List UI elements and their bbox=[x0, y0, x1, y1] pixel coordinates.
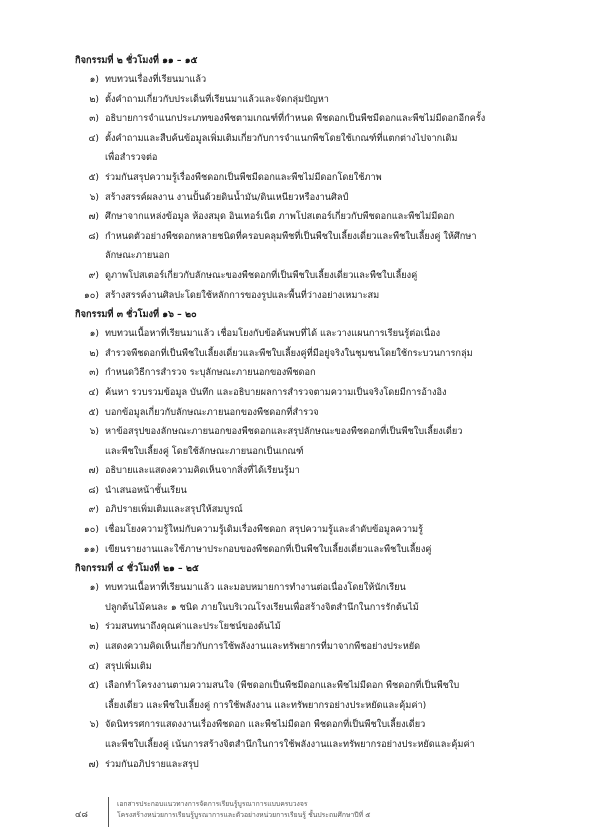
item-number: ๙) bbox=[88, 269, 99, 281]
section-activity-3 bbox=[75, 309, 545, 555]
section-heading: กิจกรรมที่ ๔ ชั่วโมงที่ ๒๑ – ๒๕ bbox=[75, 563, 199, 575]
item-number: ๑) bbox=[89, 582, 99, 594]
item-number: ๖) bbox=[89, 191, 99, 203]
item-number: ๗) bbox=[88, 211, 99, 223]
list-item bbox=[75, 270, 545, 281]
section-activity-4 bbox=[75, 563, 545, 769]
item-number: ๓) bbox=[89, 367, 99, 379]
list-item bbox=[75, 367, 545, 378]
list-item bbox=[75, 113, 545, 124]
item-number: ๖) bbox=[89, 426, 99, 438]
list-item bbox=[75, 172, 545, 183]
list-item bbox=[75, 759, 545, 770]
item-number: ๑) bbox=[89, 328, 99, 340]
item-text: ทบทวนเรื่องที่เรียนมาแล้ว bbox=[105, 74, 207, 85]
item-text: ร่วมกันอภิปรายและสรุป bbox=[105, 758, 199, 770]
item-text: สร้างสรรค์ผลงาน งานปั้นด้วยดินน้ำมัน/ดินเหนียวหรืองานศิลป์ bbox=[105, 191, 349, 203]
item-number: ๔) bbox=[88, 132, 99, 144]
item-number: ๒) bbox=[89, 621, 99, 633]
item-text: อธิบายการจำแนกประเภทของพืชตามเกณฑ์ที่กำหนด พืชดอกเป็นพืชมีดอกและพืชไม่มีดอกอีกครั้ง bbox=[105, 113, 486, 125]
item-text-continued: และพืชใบเลี้ยงคู่ เน้นการสร้างจิตสำนึกในการใช้พลังงานและทรัพยากรอย่างประหยัดและคุ้มค่า bbox=[105, 739, 475, 750]
item-text: สรุปเพิ่มเติม bbox=[105, 660, 152, 672]
list-item bbox=[75, 74, 545, 85]
list-item bbox=[75, 211, 545, 222]
list-item bbox=[75, 231, 545, 262]
page-number: ๔๘ bbox=[75, 809, 88, 819]
list-item bbox=[75, 426, 545, 457]
item-text: อธิบายและแสดงความคิดเห็นจากสิ่งที่ได้เรียนรู้มา bbox=[105, 465, 300, 477]
item-number: ๙) bbox=[88, 504, 99, 516]
list-item bbox=[75, 133, 545, 164]
list-item bbox=[75, 504, 545, 515]
list-item bbox=[75, 387, 545, 398]
item-number: ๑๐) bbox=[83, 289, 99, 301]
item-text: บอกข้อมูลเกี่ยวกับลักษณะภายนอกของพืชดอกที่สำรวจ bbox=[105, 406, 319, 418]
item-number: ๑) bbox=[89, 74, 99, 85]
footer-text bbox=[117, 799, 370, 821]
item-text: สร้างสรรค์งานศิลปะโดยใช้หลักการของรูปและพื้นที่ว่างอย่างเหมาะสม bbox=[105, 289, 380, 301]
item-number: ๓) bbox=[89, 641, 99, 653]
list-item bbox=[75, 680, 545, 711]
footer-divider bbox=[108, 797, 109, 827]
document-body bbox=[75, 55, 545, 778]
item-text-continued: และพืชใบเลี้ยงคู่ โดยใช้ลักษณะภายนอกเป็นเกณฑ์ bbox=[105, 445, 304, 457]
item-text: ตั้งคำถามเกี่ยวกับประเด็นที่เรียนมาแล้วและจัดกลุ่มปัญหา bbox=[105, 93, 329, 105]
list-item bbox=[75, 582, 545, 613]
item-text: กำหนดวิธีการสำรวจ ระบุลักษณะภายนอกของพืชดอก bbox=[105, 367, 316, 379]
list-item bbox=[75, 328, 545, 339]
list-item bbox=[75, 621, 545, 632]
list-item bbox=[75, 524, 545, 535]
section-activity-2 bbox=[75, 55, 545, 301]
item-number: ๔) bbox=[88, 386, 99, 398]
item-text: ทบทวนเนื้อหาที่เรียนมาแล้ว และมอบหมายการทำงานต่อเนื่องโดยให้นักเรียน bbox=[105, 582, 406, 594]
item-number: ๗) bbox=[88, 465, 99, 477]
list-item bbox=[75, 465, 545, 476]
item-number: ๔) bbox=[88, 660, 99, 672]
list-item bbox=[75, 290, 545, 301]
item-text: สำรวจพืชดอกที่เป็นพืชใบเลี้ยงเดี่ยวและพืชใบเลี้ยงคู่ที่มีอยู่จริงในชุมชนโดยใช้กระบวนการกลุ่ม bbox=[105, 347, 473, 359]
item-number: ๑๐) bbox=[83, 524, 99, 536]
footer-line-1: เอกสารประกอบแนวทางการจัดการเรียนรู้บูรณาการแบบครบวงจร bbox=[117, 800, 308, 808]
list-item bbox=[75, 661, 545, 672]
list-item bbox=[75, 407, 545, 418]
list-item bbox=[75, 94, 545, 105]
item-text: เขียนรายงานและใช้ภาษาประกอบของพืชดอกที่เป็นพืชใบเลี้ยงเดี่ยวและพืชใบเลี้ยงคู่ bbox=[105, 543, 432, 555]
list-item bbox=[75, 641, 545, 652]
item-number: ๕) bbox=[88, 406, 99, 418]
section-heading: กิจกรรมที่ ๒ ชั่วโมงที่ ๑๑ – ๑๕ bbox=[75, 55, 198, 66]
item-text-continued: เพื่อสำรวจต่อ bbox=[105, 152, 158, 164]
item-number: ๕) bbox=[88, 171, 99, 183]
item-number: ๖) bbox=[89, 719, 99, 731]
item-text: ทบทวนเนื้อหาที่เรียนมาแล้ว เชื่อมโยงกับข้อค้นพบที่ได้ และวางแผนการเรียนรู้ต่อเนื่อง bbox=[105, 328, 441, 340]
item-text: หาข้อสรุปของลักษณะภายนอกของพืชดอกและสรุปลักษณะของพืชดอกที่เป็นพืชใบเลี้ยงเดี่ยว bbox=[105, 426, 463, 438]
item-text: เชื่อมโยงความรู้ใหม่กับความรู้เดิมเรื่องพืชดอก สรุปความรู้และลำดับข้อมูลความรู้ bbox=[105, 524, 424, 536]
list-item bbox=[75, 719, 545, 750]
item-text-continued: ลักษณะภายนอก bbox=[105, 250, 170, 262]
item-text: จัดนิทรรศการแสดงงานเรื่องพืชดอก และพืชไม่มีดอก พืชดอกที่เป็นพืชใบเลี้ยงเดี่ยว bbox=[105, 719, 426, 731]
list-item bbox=[75, 485, 545, 496]
item-text-continued: เลี้ยงเดี่ยว และพืชใบเลี้ยงคู่ การใช้พลังงาน และทรัพยากรอย่างประหยัดและคุ้มค่า) bbox=[105, 699, 427, 711]
list-item bbox=[75, 544, 545, 555]
list-item bbox=[75, 192, 545, 203]
item-text: ศึกษาจากแหล่งข้อมูล ห้องสมุด อินเทอร์เน็ต ภาพโปสเตอร์เกี่ยวกับพืชดอกและพืชไม่มีดอก bbox=[105, 211, 455, 223]
item-text: กำหนดตัวอย่างพืชดอกหลายชนิดที่ครอบคลุมพืชที่เป็นพืชใบเลี้ยงเดี่ยวและพืชใบเลี้ยงคู่ ให้ศึกษา bbox=[105, 230, 477, 242]
item-text: ร่วมกันสรุปความรู้เรื่องพืชดอกเป็นพืชมีดอกและพืชไม่มีดอกโดยใช้ภาพ bbox=[105, 171, 382, 183]
item-text: ดูภาพโปสเตอร์เกี่ยวกับลักษณะของพืชดอกที่เป็นพืชใบเลี้ยงเดี่ยวและพืชใบเลี้ยงคู่ bbox=[105, 269, 418, 281]
list-item bbox=[75, 348, 545, 359]
item-number: ๒) bbox=[89, 347, 99, 359]
item-number: ๕) bbox=[88, 680, 99, 692]
item-number: ๘) bbox=[88, 230, 99, 242]
item-number: ๘) bbox=[88, 484, 99, 496]
item-text-continued: ปลูกต้นไม้คนละ ๑ ชนิด ภายในบริเวณโรงเรียนเพื่อสร้างจิตสำนึกในการรักต้นไม้ bbox=[105, 601, 419, 613]
item-number: ๗) bbox=[88, 758, 99, 770]
item-number: ๑๑) bbox=[83, 543, 99, 555]
footer-line-2: โครงสร้างหน่วยการเรียนรู้บูรณาการและตัวอย่างหน่วยการเรียนรู้ ชั้นประถมศึกษาปีที่ ๕ bbox=[117, 811, 371, 819]
item-text: นำเสนอหน้าชั้นเรียน bbox=[105, 484, 187, 496]
item-text: แสดงความคิดเห็นเกี่ยวกับการใช้พลังงานและทรัพยากรที่มาจากพืชอย่างประหยัด bbox=[105, 641, 421, 653]
item-text: ค้นหา รวบรวมข้อมูล บันทึก และอธิบายผลการสำรวจตามความเป็นจริงโดยมีการอ้างอิง bbox=[105, 386, 447, 398]
page-footer bbox=[75, 797, 545, 827]
item-number: ๓) bbox=[89, 113, 99, 125]
section-heading: กิจกรรมที่ ๓ ชั่วโมงที่ ๑๖ – ๒๐ bbox=[75, 309, 197, 321]
item-text: ตั้งคำถามและสืบค้นข้อมูลเพิ่มเติมเกี่ยวกับการจำแนกพืชโดยใช้เกณฑ์ที่แตกต่างไปจากเดิม bbox=[105, 132, 458, 144]
item-text: อภิปรายเพิ่มเติมและสรุปให้สมบูรณ์ bbox=[105, 504, 243, 516]
item-text: ร่วมสนทนาถึงคุณค่าและประโยชน์ของต้นไม้ bbox=[105, 621, 281, 633]
item-number: ๒) bbox=[89, 93, 99, 105]
item-text: เลือกทำโครงงานตามความสนใจ (พืชดอกเป็นพืชมีดอกและพืชไม่มีดอก พืชดอกที่เป็นพืชใบ bbox=[105, 680, 460, 692]
